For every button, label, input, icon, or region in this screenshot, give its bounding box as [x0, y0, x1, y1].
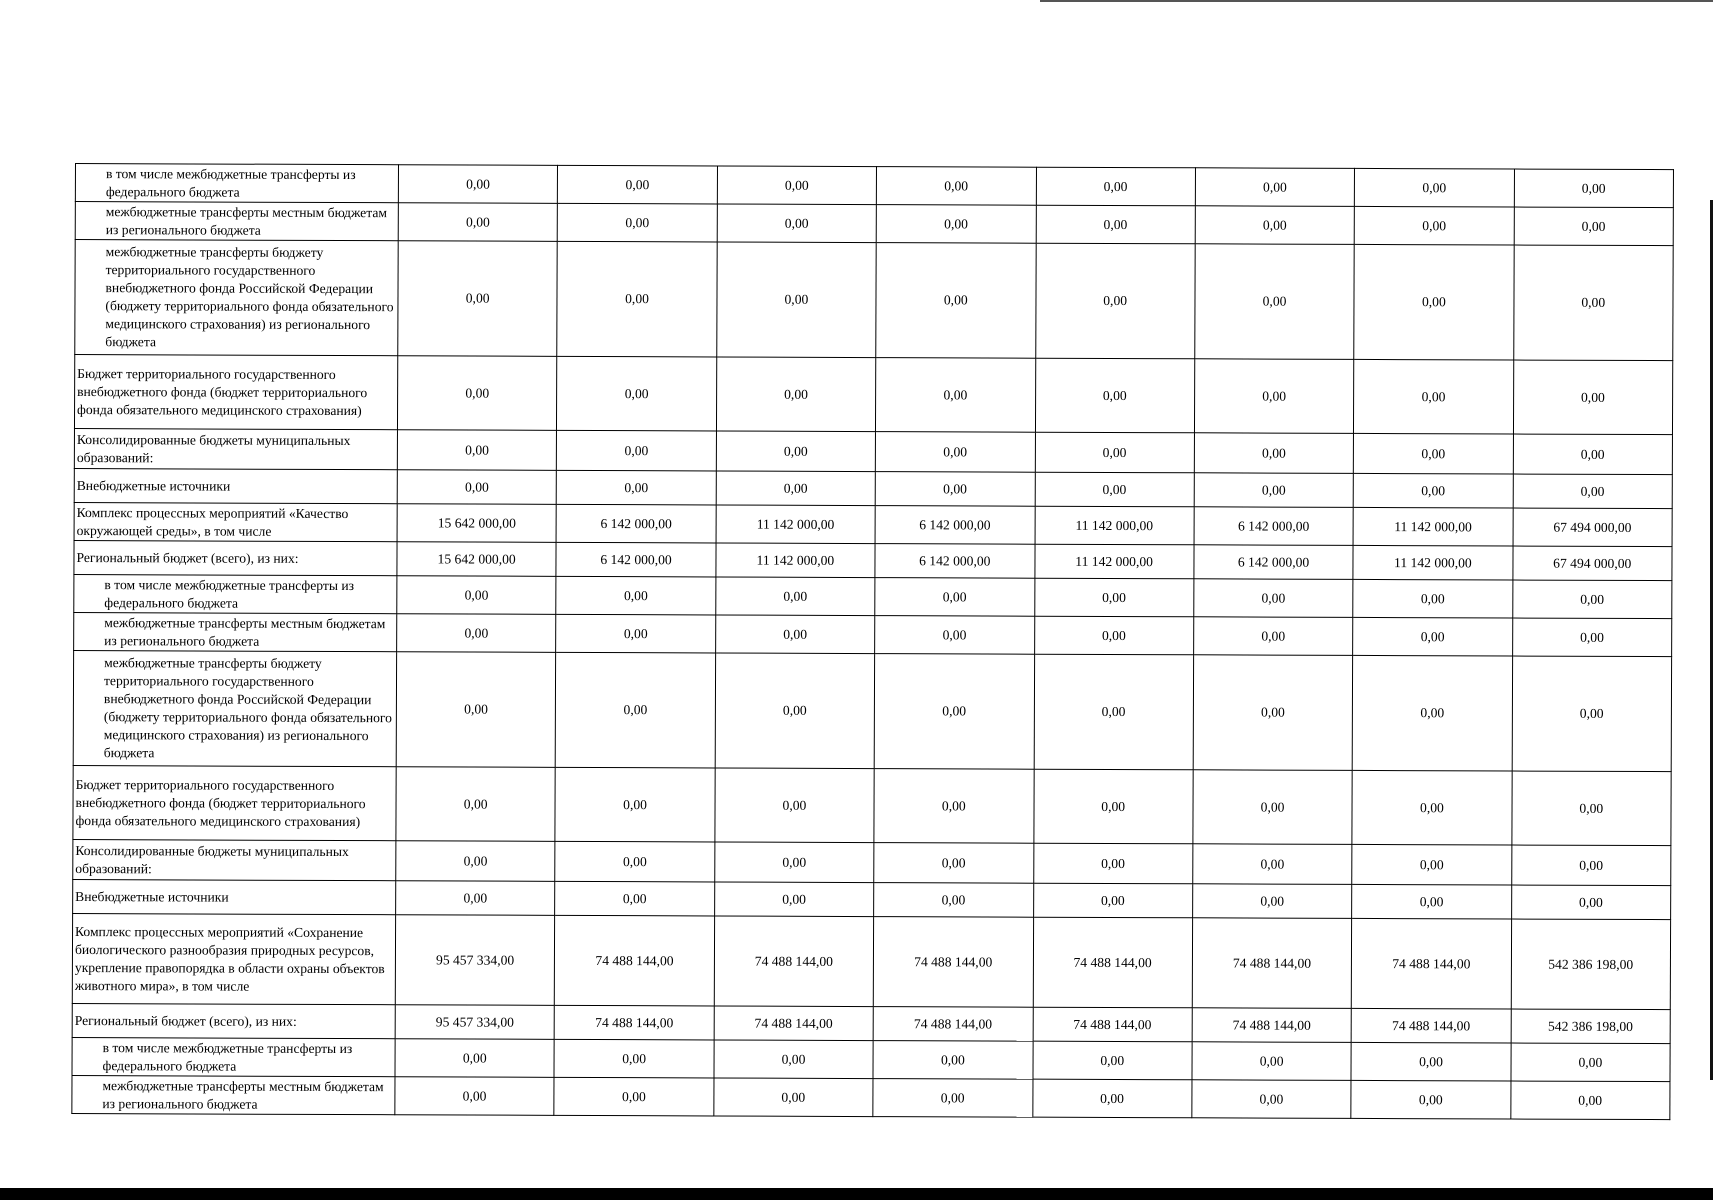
- value-cell: 0,00: [1033, 883, 1193, 918]
- value-cell: 0,00: [1352, 844, 1512, 885]
- value-cell: 0,00: [1034, 654, 1194, 770]
- value-cell: 11 142 000,00: [1034, 544, 1194, 579]
- value-cell: 0,00: [1195, 206, 1355, 245]
- row-label: Комплекс процессных мероприятий «Качество окружающей среды», в том числе: [74, 502, 397, 541]
- value-cell: 0,00: [1354, 206, 1514, 245]
- value-cell: 74 488 144,00: [1033, 1007, 1193, 1042]
- value-cell: 0,00: [1034, 578, 1194, 617]
- value-cell: 11 142 000,00: [1353, 507, 1513, 546]
- value-cell: 0,00: [558, 165, 718, 204]
- value-cell: 0,00: [717, 242, 877, 358]
- table-row: [75, 202, 1673, 246]
- table-row: [74, 355, 1672, 435]
- value-cell: 0,00: [716, 357, 876, 432]
- value-cell: 0,00: [716, 577, 876, 616]
- value-cell: 0,00: [396, 767, 556, 842]
- value-cell: 6 142 000,00: [875, 506, 1035, 545]
- value-cell: 0,00: [875, 472, 1035, 507]
- value-cell: 0,00: [1352, 655, 1512, 771]
- value-cell: 0,00: [1194, 433, 1354, 474]
- row-label: Региональный бюджет (всего), из них:: [72, 1003, 395, 1038]
- value-cell: 0,00: [1194, 473, 1354, 508]
- value-cell: 0,00: [715, 768, 875, 843]
- value-cell: 0,00: [1032, 1041, 1192, 1080]
- value-cell: 0,00: [714, 1078, 874, 1117]
- value-cell: 542 386 198,00: [1511, 1009, 1671, 1044]
- table-row: [73, 765, 1671, 845]
- value-cell: 0,00: [1352, 884, 1512, 919]
- value-cell: 542 386 198,00: [1511, 919, 1671, 1010]
- value-cell: 0,00: [714, 882, 874, 917]
- table-row: [72, 913, 1670, 1009]
- value-cell: 0,00: [1353, 473, 1513, 508]
- value-cell: 0,00: [714, 842, 874, 883]
- value-cell: 0,00: [1514, 169, 1674, 208]
- value-cell: 0,00: [557, 356, 717, 431]
- value-cell: 0,00: [876, 243, 1036, 359]
- value-cell: 15 642 000,00: [397, 504, 557, 543]
- value-cell: 0,00: [557, 470, 717, 505]
- value-cell: 74 488 144,00: [1351, 1008, 1511, 1043]
- row-label: Бюджет территориального государственного внебюджетного фонда (бюджет территориального фонда обязательного медицинского страхования): [74, 355, 397, 430]
- value-cell: 0,00: [1352, 770, 1512, 845]
- value-cell: 0,00: [1514, 207, 1674, 246]
- value-cell: 6 142 000,00: [556, 504, 716, 543]
- value-cell: 0,00: [1353, 617, 1513, 656]
- table-row: [74, 428, 1672, 474]
- value-cell: 6 142 000,00: [1194, 507, 1354, 546]
- row-label: Консолидированные бюджеты муниципальных образований:: [73, 839, 396, 880]
- table-row: [74, 612, 1672, 656]
- value-cell: 0,00: [395, 1039, 555, 1078]
- value-cell: 11 142 000,00: [716, 543, 876, 578]
- value-cell: 0,00: [875, 578, 1035, 617]
- row-label: в том числе межбюджетные трансферты из федерального бюджета: [72, 1037, 395, 1076]
- row-label: Внебюджетные источники: [73, 879, 396, 914]
- value-cell: 0,00: [1035, 432, 1195, 473]
- value-cell: 74 488 144,00: [714, 916, 874, 1007]
- row-label: межбюджетные трансферты бюджету территориального государственного внебюджетного фонда Российской Федерации (бюджету территориального фонда обязательного медицинского страхования) из регионального бюджета: [73, 650, 396, 766]
- row-label: Внебюджетные источники: [74, 468, 397, 503]
- value-cell: 0,00: [1354, 433, 1514, 474]
- value-cell: 6 142 000,00: [1194, 545, 1354, 580]
- value-cell: 0,00: [1193, 655, 1353, 771]
- scan-top-edge: [1040, 0, 1713, 2]
- value-cell: 0,00: [717, 204, 877, 243]
- value-cell: 0,00: [555, 881, 715, 916]
- value-cell: 0,00: [1354, 359, 1514, 434]
- budget-table-body: [72, 164, 1674, 1120]
- table-row: [74, 574, 1672, 618]
- value-cell: 0,00: [716, 431, 876, 472]
- value-cell: 0,00: [873, 1041, 1033, 1080]
- value-cell: 0,00: [1512, 771, 1672, 846]
- value-cell: 0,00: [396, 652, 556, 768]
- document-page: [71, 163, 1674, 1120]
- value-cell: 74 488 144,00: [1192, 1008, 1352, 1043]
- value-cell: 0,00: [1353, 579, 1513, 618]
- value-cell: 0,00: [717, 166, 877, 205]
- value-cell: 0,00: [1033, 769, 1193, 844]
- value-cell: 0,00: [397, 576, 557, 615]
- value-cell: 67 494 000,00: [1513, 508, 1673, 547]
- value-cell: 0,00: [554, 1077, 714, 1116]
- value-cell: 95 457 334,00: [395, 915, 555, 1006]
- value-cell: 0,00: [1195, 244, 1355, 360]
- value-cell: 0,00: [556, 614, 716, 653]
- value-cell: 0,00: [873, 1079, 1033, 1118]
- value-cell: 0,00: [1511, 885, 1671, 920]
- value-cell: 74 488 144,00: [555, 1005, 715, 1040]
- value-cell: 0,00: [1513, 245, 1673, 361]
- value-cell: 0,00: [1193, 770, 1353, 845]
- value-cell: 74 488 144,00: [873, 917, 1033, 1008]
- row-label: в том числе межбюджетные трансферты из федерального бюджета: [74, 574, 397, 613]
- budget-table: [71, 163, 1674, 1120]
- row-label: Комплекс процессных мероприятий «Сохранение биологического разнообразия природных ресурсов, укрепление правопорядка в области охраны объектов животного мира», в том числе: [72, 913, 395, 1004]
- value-cell: 0,00: [1193, 617, 1353, 656]
- row-label: межбюджетные трансферты местным бюджетам из регионального бюджета: [74, 612, 397, 651]
- value-cell: 0,00: [1354, 244, 1514, 360]
- value-cell: 0,00: [1035, 472, 1195, 507]
- table-row: [75, 240, 1673, 361]
- value-cell: 0,00: [1193, 844, 1353, 885]
- value-cell: 0,00: [1513, 434, 1673, 475]
- value-cell: 0,00: [876, 358, 1036, 433]
- value-cell: 74 488 144,00: [1033, 917, 1193, 1008]
- value-cell: 67 494 000,00: [1513, 546, 1673, 581]
- value-cell: 0,00: [1036, 167, 1196, 206]
- value-cell: 74 488 144,00: [1352, 918, 1512, 1009]
- value-cell: 0,00: [1034, 616, 1194, 655]
- value-cell: 0,00: [1351, 1042, 1511, 1081]
- value-cell: 0,00: [874, 769, 1034, 844]
- value-cell: 15 642 000,00: [397, 542, 557, 577]
- value-cell: 0,00: [397, 470, 557, 505]
- value-cell: 0,00: [398, 165, 558, 204]
- row-label: межбюджетные трансферты местным бюджетам из регионального бюджета: [75, 202, 398, 241]
- scan-bottom-edge: [0, 1188, 1713, 1200]
- value-cell: 0,00: [555, 767, 715, 842]
- value-cell: 6 142 000,00: [875, 544, 1035, 579]
- value-cell: 0,00: [1511, 1043, 1671, 1082]
- value-cell: 0,00: [1192, 884, 1352, 919]
- value-cell: 0,00: [556, 576, 716, 615]
- value-cell: 0,00: [395, 1077, 555, 1116]
- value-cell: 0,00: [716, 471, 876, 506]
- value-cell: 11 142 000,00: [716, 505, 876, 544]
- value-cell: 0,00: [875, 432, 1035, 473]
- table-row: [72, 1075, 1670, 1119]
- value-cell: 0,00: [1035, 358, 1195, 433]
- value-cell: 0,00: [1510, 1081, 1670, 1120]
- value-cell: 0,00: [397, 356, 557, 431]
- value-cell: 0,00: [1035, 243, 1195, 359]
- value-cell: 0,00: [556, 652, 716, 768]
- value-cell: 0,00: [1195, 168, 1355, 207]
- row-label: Региональный бюджет (всего), из них:: [74, 540, 397, 575]
- value-cell: 0,00: [1033, 843, 1193, 884]
- value-cell: 0,00: [397, 614, 557, 653]
- value-cell: 0,00: [1513, 360, 1673, 435]
- value-cell: 0,00: [1355, 168, 1515, 207]
- value-cell: 6 142 000,00: [556, 542, 716, 577]
- value-cell: 74 488 144,00: [714, 1006, 874, 1041]
- row-label: Бюджет территориального государственного внебюджетного фонда (бюджет территориального фонда обязательного медицинского страхования): [73, 765, 396, 840]
- table-row: [72, 1037, 1670, 1081]
- value-cell: 0,00: [1512, 656, 1672, 772]
- value-cell: 0,00: [874, 843, 1034, 884]
- value-cell: 0,00: [874, 654, 1034, 770]
- value-cell: 74 488 144,00: [1192, 918, 1352, 1009]
- value-cell: 0,00: [1192, 1042, 1352, 1081]
- value-cell: 0,00: [715, 653, 875, 769]
- value-cell: 0,00: [1512, 580, 1672, 619]
- value-cell: 11 142 000,00: [1353, 545, 1513, 580]
- table-row: [73, 839, 1671, 885]
- value-cell: 0,00: [714, 1040, 874, 1079]
- value-cell: 0,00: [1351, 1080, 1511, 1119]
- value-cell: 0,00: [1194, 579, 1354, 618]
- value-cell: 0,00: [875, 616, 1035, 655]
- value-cell: 0,00: [1511, 845, 1671, 886]
- value-cell: 0,00: [555, 841, 715, 882]
- value-cell: 0,00: [876, 205, 1036, 244]
- value-cell: 0,00: [1194, 359, 1354, 434]
- value-cell: 95 457 334,00: [395, 1005, 555, 1040]
- value-cell: 0,00: [558, 203, 718, 242]
- value-cell: 0,00: [1513, 474, 1673, 509]
- value-cell: 0,00: [1512, 618, 1672, 657]
- table-row: [75, 164, 1673, 208]
- row-label: межбюджетные трансферты бюджету территориального государственного внебюджетного фонда Российской Федерации (бюджету территориального фонда обязательного медицинского страхования) из регионального бюджета: [75, 240, 398, 356]
- value-cell: 0,00: [1032, 1079, 1192, 1118]
- value-cell: 0,00: [557, 430, 717, 471]
- table-row: [73, 650, 1671, 771]
- value-cell: 74 488 144,00: [873, 1007, 1033, 1042]
- value-cell: 0,00: [396, 841, 556, 882]
- row-label: в том числе межбюджетные трансферты из федерального бюджета: [75, 164, 398, 203]
- value-cell: 0,00: [876, 167, 1036, 206]
- row-label: Консолидированные бюджеты муниципальных образований:: [74, 428, 397, 469]
- value-cell: 0,00: [398, 203, 558, 242]
- value-cell: 74 488 144,00: [555, 915, 715, 1006]
- value-cell: 11 142 000,00: [1035, 506, 1195, 545]
- value-cell: 0,00: [554, 1039, 714, 1078]
- value-cell: 0,00: [557, 241, 717, 357]
- value-cell: 0,00: [398, 241, 558, 357]
- value-cell: 0,00: [715, 615, 875, 654]
- value-cell: 0,00: [1192, 1080, 1352, 1119]
- table-row: [74, 502, 1672, 546]
- value-cell: 0,00: [396, 881, 556, 916]
- row-label: межбюджетные трансферты местным бюджетам из регионального бюджета: [72, 1075, 395, 1114]
- value-cell: 0,00: [1036, 205, 1196, 244]
- value-cell: 0,00: [397, 430, 557, 471]
- value-cell: 0,00: [874, 883, 1034, 918]
